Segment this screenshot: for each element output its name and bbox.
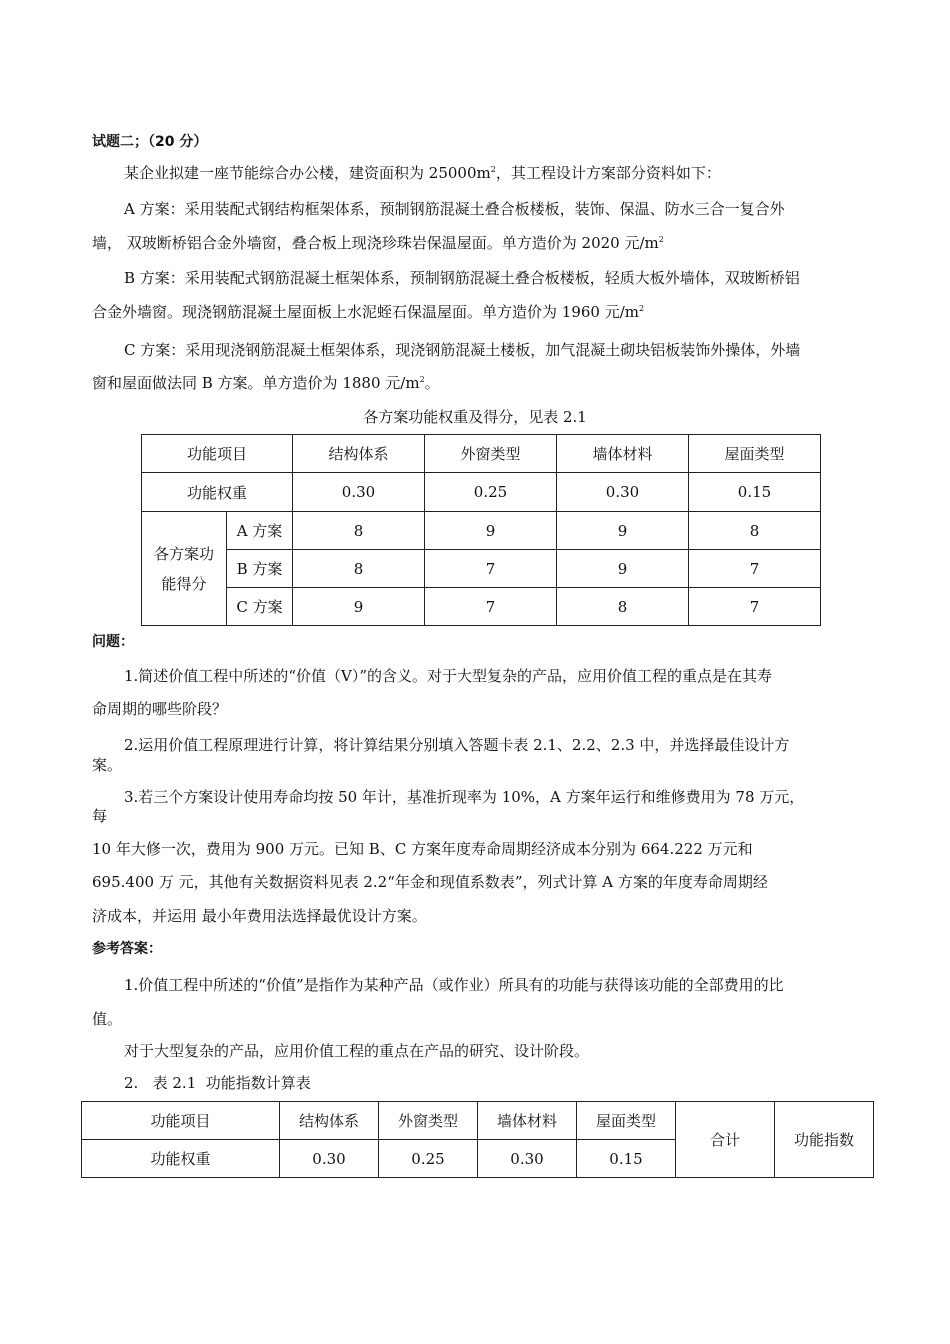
plan-a-line-1: A 方案：采用装配式钢结构框架体系，预制钢筋混凝土叠合板楼板，装饰、保温、防水三合一复合外: [124, 200, 785, 218]
score-cell: 9: [293, 588, 425, 626]
weight-cell: 0.15: [577, 1140, 676, 1178]
plan-b-line-1: B 方案：采用装配式钢筋混凝土框架体系，预制钢筋混凝土叠合板楼板，轻质大板外墙体，双玻断桥铝: [124, 269, 800, 287]
question-heading: 试题二；（20 分）: [92, 134, 208, 150]
plan-c-line-2: [92, 373, 440, 393]
score-cell: 7: [689, 588, 821, 626]
weight-cell: 0.30: [557, 473, 689, 512]
score-row: [142, 512, 821, 550]
score-cell: 8: [293, 512, 425, 550]
weight-row: [142, 473, 821, 512]
plan-a-line-2: [92, 233, 664, 253]
weight-cell: 0.15: [689, 473, 821, 512]
score-row: [142, 550, 821, 588]
header-cell-index: 功能指数: [775, 1102, 874, 1178]
weight-cell: 0.30: [280, 1140, 379, 1178]
score-cell: 7: [425, 550, 557, 588]
plan-label: A 方案: [227, 512, 293, 550]
score-cell: 9: [557, 550, 689, 588]
answer-heading: 参考答案：: [92, 941, 162, 957]
weight-cell: 0.25: [425, 473, 557, 512]
function-weight-table: [141, 434, 821, 626]
header-cell: 屋面类型: [577, 1102, 676, 1140]
weight-cell: 0.30: [293, 473, 425, 512]
group-label-line: 各方案功: [153, 544, 214, 563]
score-group-label: [142, 512, 227, 626]
q3-line-3: 10 年大修一次，费用为 900 万元。已知 B、C 方案年度寿命周期经济成本分别为 664.222 万元和: [92, 840, 753, 858]
q3-line-2: 每: [92, 807, 108, 825]
score-cell: 9: [557, 512, 689, 550]
q3-line-4: 695.400 万 元，其他有关数据资料见表 2.2“年金和现值系数表”，列式计算 A 方案的年度寿命周期经: [92, 873, 768, 891]
header-cell: 结构体系: [280, 1102, 379, 1140]
score-cell: 7: [425, 588, 557, 626]
q2-line-2: 案。: [92, 756, 123, 774]
score-cell: 8: [689, 512, 821, 550]
table-caption: 各方案功能权重及得分，见表 2.1: [363, 408, 587, 426]
plan-c-end: 。: [424, 374, 440, 392]
header-cell: 外窗类型: [425, 435, 557, 473]
plan-label: B 方案: [227, 550, 293, 588]
weight-cell: 0.30: [478, 1140, 577, 1178]
weight-cell: 0.25: [379, 1140, 478, 1178]
header-cell: 外窗类型: [379, 1102, 478, 1140]
score-cell: 9: [425, 512, 557, 550]
score-cell: 7: [689, 550, 821, 588]
header-cell: 功能项目: [82, 1102, 280, 1140]
q1-line-1: 1.简述价值工程中所述的“价值（V）”的含义。对于大型复杂的产品，应用价值工程的重点是在其寿: [124, 667, 772, 685]
plan-a-text: 墙， 双玻断桥铝合金外墙窗，叠合板上现浇珍珠岩保温屋面。单方造价为 2020 元/m: [92, 234, 659, 252]
score-cell: 8: [293, 550, 425, 588]
q3-line-5: 济成本，并运用 最小年费用法选择最优设计方案。: [92, 907, 427, 925]
a2-caption: 2. 表 2.1 功能指数计算表: [124, 1074, 311, 1092]
q1-line-2: 命周期的哪些阶段？: [92, 700, 228, 718]
a1-line-2: 值。: [92, 1010, 123, 1028]
header-cell: 墙体材料: [478, 1102, 577, 1140]
weight-label: 功能权重: [142, 473, 293, 512]
table-header-row: [82, 1102, 874, 1140]
q3-line-1: 3.若三个方案设计使用寿命均按 50 年计，基准折现率为 10%，A 方案年运行和维修费用为 78 万元，: [124, 788, 805, 806]
intro-unit: m: [476, 164, 491, 182]
plan-c-text: 窗和屋面做法同 B 方案。单方造价为 1880 元/m: [92, 374, 420, 392]
intro-text: 某企业拟建一座节能综合办公楼，建资面积为 25000: [124, 164, 477, 182]
header-cell: 屋面类型: [689, 435, 821, 473]
problems-heading: 问题：: [92, 634, 134, 650]
plan-c-superscript: 2: [419, 375, 425, 384]
header-cell: 墙体材料: [557, 435, 689, 473]
plan-b-superscript: 2: [639, 304, 645, 313]
plan-c-line-1: C 方案：采用现浇钢筋混凝土框架体系，现浇钢筋混凝土楼板，加气混凝土砌块铝板装饰外操体，外墙: [124, 341, 801, 359]
group-label-line: 能得分: [161, 574, 207, 593]
header-cell: 功能项目: [142, 435, 293, 473]
a1-line-3: 对于大型复杂的产品，应用价值工程的重点在产品的研究、设计阶段。: [124, 1042, 590, 1060]
intro-tail: ，其工程设计方案部分资料如下：: [495, 164, 721, 182]
weight-label: 功能权重: [82, 1140, 280, 1178]
plan-a-superscript: 2: [658, 235, 664, 244]
score-row: [142, 588, 821, 626]
plan-b-text: 合金外墙窗。现浇钢筋混凝土屋面板上水泥蛭石保温屋面。单方造价为 1960 元/m: [92, 303, 639, 321]
header-cell: 结构体系: [293, 435, 425, 473]
score-cell: 8: [557, 588, 689, 626]
q2-line-1: 2.运用价值工程原理进行计算，将计算结果分别填入答题卡表 2.1、2.2、2.3 中，并选择最佳设计方: [124, 736, 790, 754]
a1-line-1: 1.价值工程中所述的“价值”是指作为某种产品（或作业）所具有的功能与获得该功能的全部费用的比: [124, 976, 784, 994]
function-index-table: [81, 1101, 874, 1178]
plan-b-line-2: [92, 302, 644, 322]
table-header-row: [142, 435, 821, 473]
intro-paragraph: [124, 163, 721, 183]
intro-superscript: 2: [490, 165, 496, 174]
plan-label: C 方案: [227, 588, 293, 626]
header-cell-total: 合计: [676, 1102, 775, 1178]
